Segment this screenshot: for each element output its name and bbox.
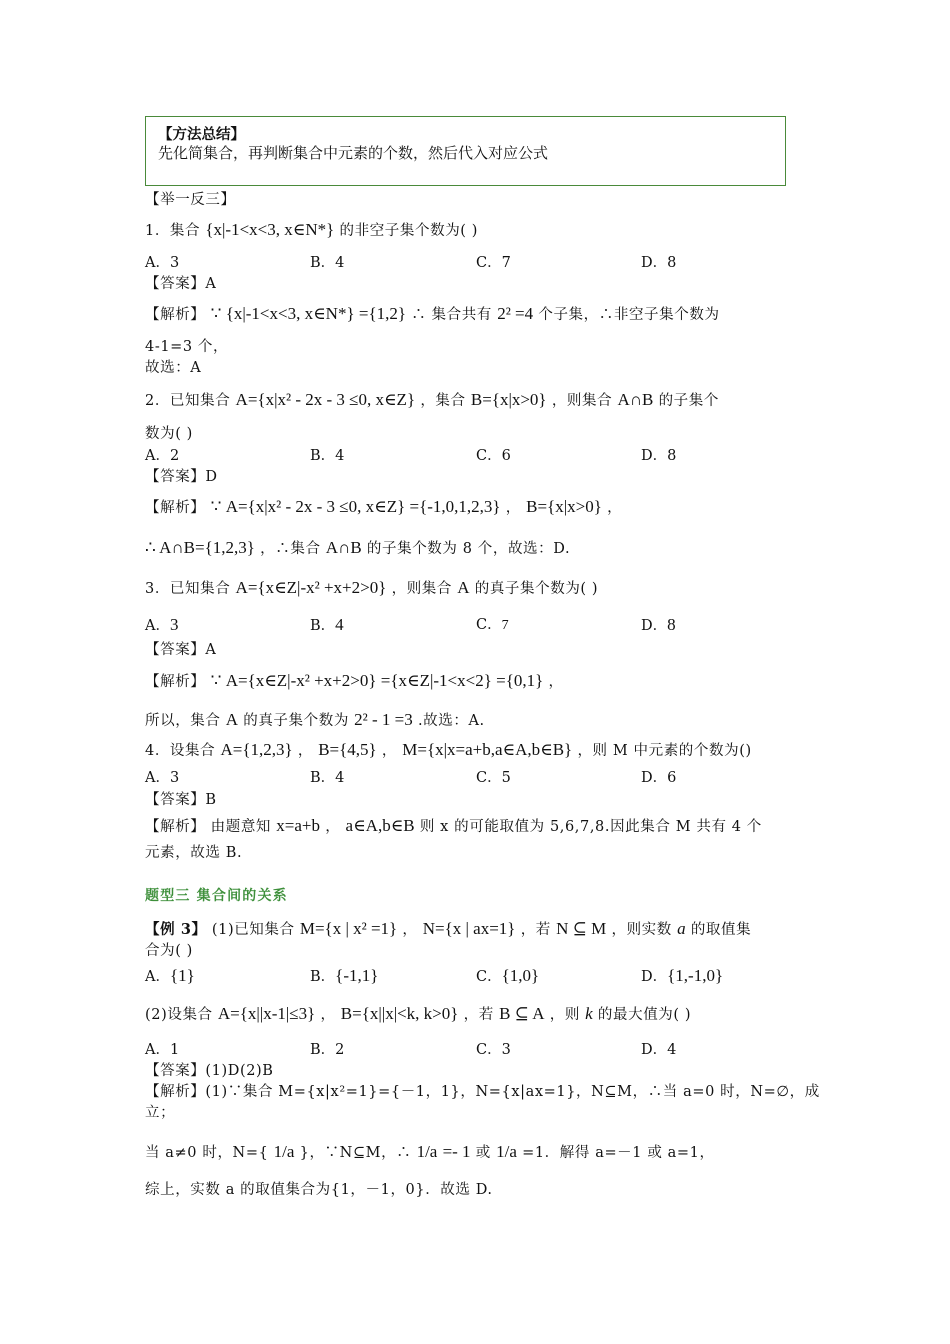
summary-title: 【方法总结】 (158, 126, 245, 143)
q2-explanation-line2: ∴ A∩B={1,2,3} ，∴集合 A∩B 的子集个数为 8 个，故选：D. (145, 538, 571, 557)
q4-option-a: A．3 (145, 770, 180, 786)
q2-answer: 【答案】D (145, 469, 218, 485)
q4-option-b: B．4 (310, 770, 345, 786)
q3-explanation-line2: 所以，集合 A 的真子集个数为 2² - 1 =3 .故选：A. (145, 710, 485, 729)
q3-stem: 3．已知集合 A={x∈Z|-x² +x+2>0} ，则集合 A 的真子集个数为( ) (145, 578, 599, 597)
ex3-p2-option-d: D．4 (641, 1042, 677, 1058)
ex3-p1-option-b: B．{-1,1} (310, 966, 379, 985)
q1-answer: 【答案】A (145, 276, 217, 292)
q1-explanation-line1: 【解析】 ∵ {x|-1<x<3, x∈N*} ={1,2} ∴ 集合共有 2² =4 个子集，∴非空子集个数为 (145, 304, 720, 323)
q2-stem: 2．已知集合 A={x|x² - 2x - 3 ≤0, x∈Z} ，集合 B={x|x>0} ，则集合 A∩B 的子集个 (145, 390, 719, 409)
q4-explanation-line2: 元素，故选 B. (145, 845, 243, 861)
q4-explanation-line1: 【解析】 由题意知 x=a+b ， a∈A,b∈B 则 x 的可能取值为 5,6,7,8.因此集合 M 共有 4 个 (145, 816, 762, 835)
q3-option-d: D．8 (641, 615, 676, 634)
ex3-p1-option-c: C．{1,0} (476, 966, 540, 985)
section-heading: 题型三 集合间的关系 (145, 888, 288, 904)
ex3-p2-option-b: B．2 (310, 1042, 345, 1058)
q4-stem: 4．设集合 A={1,2,3} ， B={4,5} ， M={x|x=a+b,a∈A,b∈B} ，则 M 中元素的个数为() (145, 740, 752, 759)
q2-option-d: D．8 (641, 448, 677, 464)
q3-answer: 【答案】A (145, 642, 217, 658)
ex3-part1-stem: 【例 3】 (1)已知集合 M={x | x² =1} ， N={x | ax=1} ，若 N ⊆ M ，则实数 a 的取值集 (145, 919, 752, 938)
q2-explanation-line1: 【解析】 ∵ A={x|x² - 2x - 3 ≤0, x∈Z} ={-1,0,1,2,3} ， B={x|x>0} ， (145, 497, 623, 516)
q1-option-b: B．4 (310, 255, 345, 271)
q1-option-c: C．7 (476, 255, 511, 271)
q3-explanation-line1: 【解析】 ∵ A={x∈Z|-x² +x+2>0} ={x∈Z|-1<x<2} ={0,1} ， (145, 671, 564, 690)
q1-option-d: D．8 (641, 255, 677, 271)
q4-option-c: C．5 (476, 770, 511, 786)
ex3-p1-option-a: A．{1} (145, 966, 195, 985)
ex3-explanation-line4: 综上，实数 a 的取值集合为{1，－1，0}．故选 D. (145, 1182, 493, 1198)
ex3-part2-stem: (2)设集合 A={x||x-1|≤3} ， B={x||x|<k, k>0} ，若 B ⊆ A ，则 k 的最大值为( ) (145, 1004, 692, 1023)
q3-option-b: B．4 (310, 615, 344, 634)
ex3-explanation-line2: 立； (145, 1105, 176, 1121)
q3-option-c: C．7 (476, 617, 509, 633)
q2-option-b: B．4 (310, 448, 345, 464)
q2-option-a: A．2 (145, 448, 180, 464)
q1-set: {x|-1<x<3, x∈N*} (205, 220, 335, 239)
ex3-p2-option-a: A．1 (145, 1042, 180, 1058)
summary-text: 先化简集合，再判断集合中元素的个数，然后代入对应公式 (158, 144, 549, 162)
q1-stem: 1．集合 {x|-1<x<3, x∈N*} 的非空子集个数为( ) (145, 220, 479, 239)
q1-option-a: A．3 (145, 255, 180, 271)
ex3-explanation-line1: 【解析】(1)∵集合 M={x|x²=1}={－1，1}，N={x|ax=1}，N⊆M，∴当 a=0 时，N=∅，成 (145, 1084, 820, 1100)
q3-option-a: A．3 (145, 615, 179, 634)
ex3-p1-option-d: D．{1,-1,0} (641, 966, 724, 985)
q4-answer: 【答案】B (145, 792, 217, 808)
ex3-explanation-line3: 当 a≠0 时，N={ 1/a }，∵N⊆M，∴ 1/a =- 1 或 1/a =1．解得 a=－1 或 a=1， (145, 1142, 715, 1161)
ex3-answer: 【答案】(1)D(2)B (145, 1063, 274, 1079)
q2-stem-line2: 数为( ) (145, 426, 193, 442)
ex3-part1-stem-line2: 合为( ) (145, 943, 193, 959)
ex3-p2-option-c: C．3 (476, 1042, 511, 1058)
section-label: 【举一反三】 (145, 192, 236, 208)
method-summary-box (145, 116, 786, 186)
q2-option-c: C．6 (476, 448, 511, 464)
q4-option-d: D．6 (641, 770, 677, 786)
q1-explanation-line2: 4-1=3 个， (145, 339, 229, 355)
q1-explanation-line3: 故选：A (145, 360, 202, 376)
